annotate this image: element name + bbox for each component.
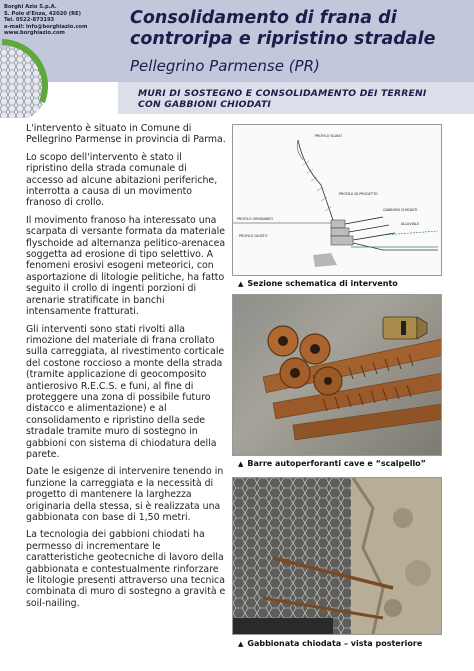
section-title — [138, 88, 458, 110]
paragraph: Lo scopo dell'intervento è stato il ripristino della strada comunale di accesso ad alcune abitazioni periferiche, interrotta a causa di un movimento franoso di crollo. — [26, 151, 218, 209]
triangle-icon: ▲ — [238, 640, 244, 648]
caption-text: Sezione schematica di intervento — [247, 279, 398, 288]
diagram-label: ALLUVIALE — [401, 222, 420, 226]
triangle-icon: ▲ — [238, 460, 244, 468]
title-line-1: Consolidamento di frana di — [130, 8, 397, 28]
caption-text: Barre autoperforanti cave e “scalpello” — [247, 459, 426, 468]
figure-bars-photo — [232, 294, 442, 456]
diagram-label: PROFILO SCAVO — [315, 134, 343, 138]
section-diagram — [233, 125, 441, 275]
section-title-line-1: MURI DI SOSTEGNO E CONSOLIDAMENTO DEI TERRENI — [138, 88, 427, 99]
paragraph: Il movimento franoso ha interessato una scarpata di versante formata da materiale flyschoide ad alternanza pelitico-arenacea soggetta ad erosione di tipo selettivo. A fenomeni erosivi esogeni meteorici, con asportazione di litologie pelitiche, ha fatto seguito il crollo di ingenti porzioni di arenarie stratificate in banchi intensamente fratturati. — [26, 214, 226, 318]
company-phone: Tel. 0522-873193 — [4, 17, 55, 24]
paragraph: Date le esigenze di intervenire tenendo in funzione la carreggiata e la necessità di progetto di mantenere la larghezza originaria della stessa, si è realizzata una gabbionata con base di 1,50 metri. — [26, 466, 224, 523]
company-address: S. Polo d'Enza, 42020 (RE) — [4, 10, 81, 17]
paragraph: La tecnologia dei gabbioni chiodati ha permesso di incrementare le caratteristiche geotecniche di lavoro della gabbionata e contestualmente rinforzare le litologie presenti attraverso una tecnica combinata di muro di sostegno a gravità e soil-nailing. — [26, 529, 226, 609]
caption-gabion — [238, 639, 422, 648]
paragraph: L'intervento è situato in Comune di Pellegrino Parmense in provincia di Parma. — [26, 123, 226, 146]
page-subtitle: Pellegrino Parmense (PR) — [130, 57, 320, 75]
caption-schematic — [238, 279, 398, 288]
diagram-label: PROFILO DI PROGETTO — [339, 192, 378, 196]
body-text — [26, 123, 226, 615]
section-title-line-2: CON GABBIONI CHIODATI — [138, 99, 272, 110]
company-email: e-mail: info@borghiazio.com — [4, 23, 88, 30]
diagram-label: PROFILO ORIGINARIO — [237, 217, 274, 221]
gabion-photo — [233, 478, 441, 634]
bars-photo — [233, 295, 441, 455]
diagram-label: PROFILO GIUSTO — [239, 234, 268, 238]
figure-gabion-photo — [232, 477, 442, 635]
triangle-icon: ▲ — [238, 280, 244, 288]
title-line-2: controripa e ripristino stradale — [130, 29, 436, 49]
company-website: www.borghiazio.com — [4, 30, 65, 37]
paragraph: Gli interventi sono stati rivolti alla rimozione del materiale di frana crollato sulla carreggiata, al rivestimento corticale del costone roccioso a monte della strada (tramite applicazione di geocomposito antierosivo R.E.C.S. e funi, al fine di proteggere una zona di possibile futuro distacco e alimentazione) e al consolidamento e ripristino della sede stradale tramite muro di sostegno in gabbioni con sistema di chiodatura della parete. — [26, 323, 225, 460]
figure-schematic-section — [232, 124, 442, 276]
caption-bars — [238, 459, 426, 468]
diagram-label: GABBIONI CHIODATI — [383, 208, 418, 212]
company-info — [4, 4, 87, 37]
caption-text: Gabbionata chiodata – vista posteriore — [247, 639, 423, 648]
company-name: Borghi Azio S.p.A. — [4, 4, 57, 10]
page-title — [130, 8, 470, 50]
